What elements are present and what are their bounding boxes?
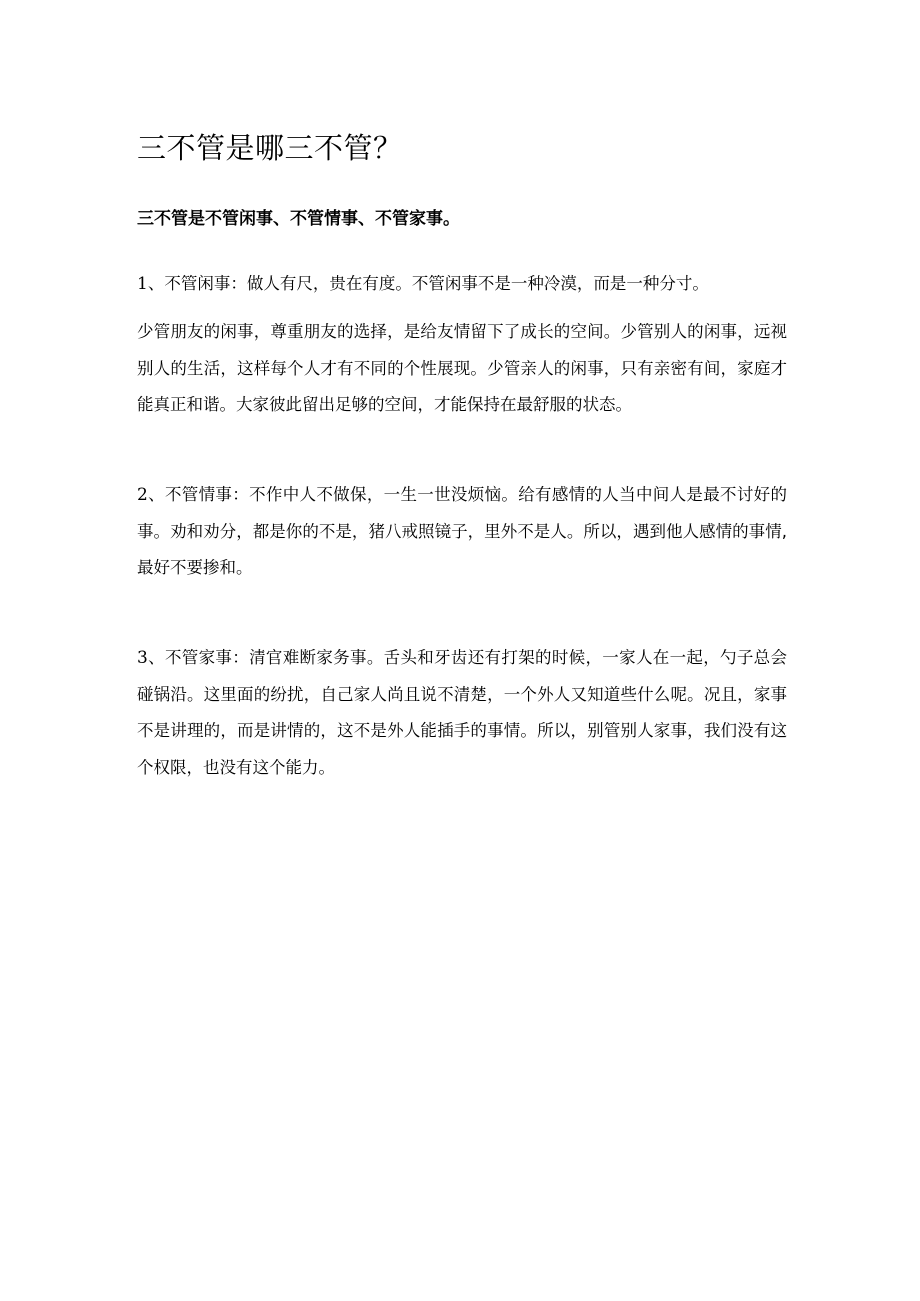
section-2-text: 、不管情事：不作中人不做保，一生一世没烦恼。给有感情的人当中间人是最不讨好的事。劝和劝分，都是你的不是，猪八戒照镜子，里外不是人。所以，遇到他人感情的事情,最好不要掺和。 (137, 485, 787, 577)
section-2-paragraph (137, 477, 787, 587)
section-3-paragraph (137, 640, 787, 786)
section-1-number: 1 (137, 274, 148, 294)
summary-text: 三不管是不管闲事、不管情事、不管家事。 (137, 209, 460, 229)
section-3-text: 、不管家事：清官难断家务事。舌头和牙齿还有打架的时候，一家人在一起，勺子总会碰锅沿。这里面的纷扰，自己家人尚且说不清楚，一个外人又知道些什么呢。况且，家事不是讲理的，而是讲情的，这不是外人能插手的事情。所以，别管别人家事，我们没有这个权限，也没有这个能力。 (137, 648, 787, 777)
page-title: 三不管是哪三不管？ (137, 131, 403, 165)
section-1-lead (137, 266, 787, 303)
section-2-number: 2 (137, 485, 148, 505)
section-1-lead-text: 、不管闲事：做人有尺，贵在有度。不管闲事不是一种冷漠，而是一种分寸。 (147, 274, 709, 293)
section-3-number: 3 (137, 648, 148, 668)
section-1-body: 少管朋友的闲事，尊重朋友的选择，是给友情留下了成长的空间。少管别人的闲事，远视别人的生活，这样每个人才有不同的个性展现。少管亲人的闲事，只有亲密有间，家庭才能真正和谐。大家彼此留出足够的空间，才能保持在最舒服的状态。 (137, 322, 787, 414)
